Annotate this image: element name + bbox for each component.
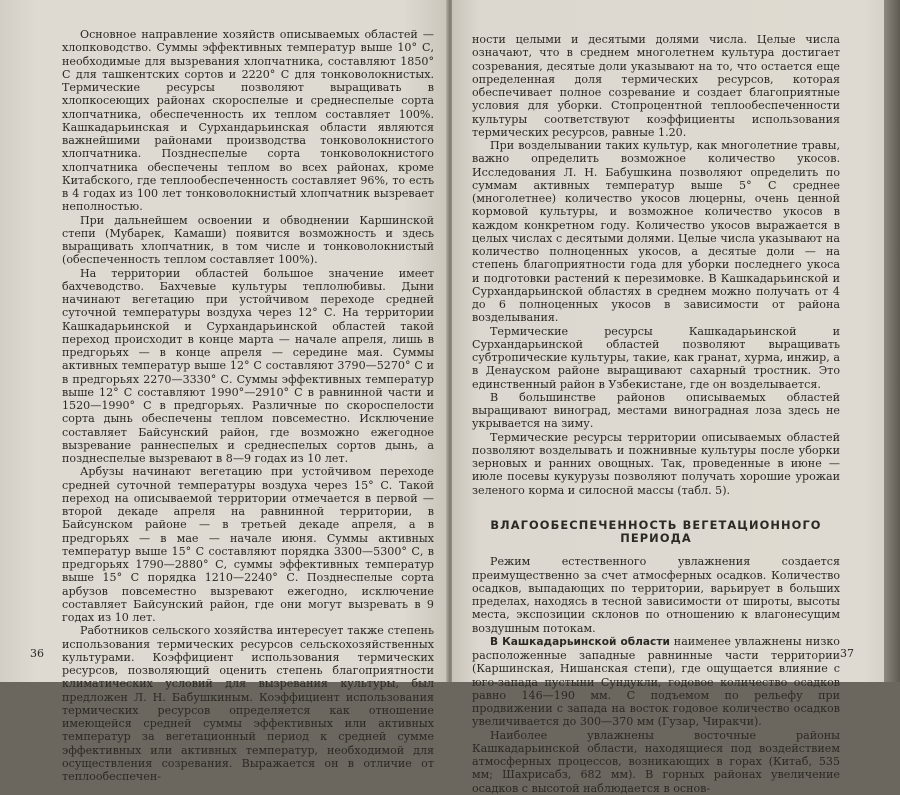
paragraph: При возделывании таких культур, как многолетние травы, важно определить возможное количество укосов. Исследования Л. Н. Бабушкина позволяют определить по суммам активных температур выше 5° С среднее (многолетнее) количество укосов люцерны, очень ценной кормовой культуры, и возможное количество укосов в каждом конкретном году. Количество укосов выражается в целых числах с десятыми долями. Целые числа указывают на количество полноценных укосов, а десятые доли — на степень благоприятности года для уборки последнего укоса и подготовки растений к перезимовке. В Кашкадарьинской и Сурхандарьинской областях в среднем можно получать от 4 до 6 полноценных укосов в зависимости от района возделывания. [472, 139, 840, 325]
paragraph: Режим естественного увлажнения создается преимущественно за счет атмосферных осадков. Количество осадков, выпадающих по территории, варьирует в больших пределах, находясь в тесной зависимости от широты, высоты места, экспозиции склонов по отношению к влагонесущим воздушным потокам. [472, 555, 840, 635]
left-page-text [62, 28, 434, 783]
right-page [452, 0, 900, 795]
paragraph: В большинстве районов описываемых областей выращивают виноград, местами виноградная лоза здесь не укрывается на зиму. [472, 390, 840, 431]
left-page [0, 0, 448, 783]
paragraph: Наиболее увлажнены восточные районы Кашкадарьинской области, находящиеся под воздействием атмосферных процессов, возникающих в горах (Китаб, 535 мм; Шахрисабз, 682 мм). В горных районах увеличение осадков с высотой наблюдается в основ- [472, 728, 840, 795]
book-edge [884, 0, 900, 682]
paragraph-with-bold-lead [472, 635, 840, 729]
page-number-right: 37 [840, 647, 854, 660]
page-number-left: 36 [30, 647, 44, 660]
section-title: ВЛАГООБЕСПЕЧЕННОСТЬ ВЕГЕТАЦИОННОГО ПЕРИОДА [490, 517, 822, 545]
right-page-text [472, 33, 840, 795]
paragraph-rest: наименее увлажнены низко расположенные западные равнинные части территории (Каршинская, Нишанская степи), где ощущается влияние с юго-запада пустыни Сундукли, годовое количество осадков равно 146—190 мм. С подъемом по рельефу при продвижении с запада на восток годовое количество осадков увеличивается до 300—370 мм (Гузар, Чиракчи). [472, 634, 840, 729]
paragraph: Термические ресурсы Кашкадарьинской и Сурхандарьинской областей позволяют выращивать субтропические культуры, такие, как гранат, хурма, инжир, а в Денауском районе выращивают сахарный тростник. Это единственный район в Узбекистане, где он возделывается. [472, 324, 840, 391]
paragraph: Основное направление хозяйств описываемых областей — хлопководство. Суммы эффективных температур выше 10° С, необходимые для вызревания хлопчатника, составляют 1850° С для ташкентских сортов и 2220° С для тонковолокнистых. Термические ресурсы позволяют выращивать в хлопкосеющих районах скороспелые и среднеспелые сорта хлопчатника, обеспеченность их теплом составляет 100%. Кашкадарьинская и Сурхандарьинская области являются важнейшими районами производства тонковолокнистого хлопчатника. Позднеспелые сорта тонковолокнистого хлопчатника обеспечены теплом во всех районах, кроме Китабского, где теплообеспеченность составляет 96%, то есть в 4 годах из 100 лет тонковолокнистый хлопчатник вызревает неполностью. [62, 28, 434, 214]
paragraph: При дальнейшем освоении и обводнении Каршинской степи (Мубарек, Камаши) появится возможность и здесь выращивать хлопчатник, в том числе и тонковолокнистый (обеспеченность теплом составляет 100%). [62, 213, 434, 267]
paragraph: Работников сельского хозяйства интересует также степень использования термических ресурсов сельскохозяйственных культурами. Коэффициент использования термических ресурсов, позволяющий оценить степень благоприятности климатических условий для вызревания культуры, был предложен Л. Н. Бабушкиным. Коэффициент использования термических ресурсов определяется как отношение имеющейся средней суммы эффективных или активных температур за вегетационный период к средней сумме эффективных или активных температур, необходимой для осуществления созревания. Выражается он в отличие от теплообеспечен- [62, 624, 434, 783]
paragraph: Арбузы начинают вегетацию при устойчивом переходе средней суточной температуры воздуха через 15° С. Такой переход на описываемой территории отмечается в первой — второй декаде апреля на равнинной территории, в Байсунском районе — в третьей декаде апреля, а в предгорьях — в мае — начале июня. Суммы активных температур выше 15° С составляют порядка 3300—5300° С, в предгорьях 1790—2880° С, суммы эффективных температур выше 15° С порядка 1210—2240° С. Позднеспелые сорта арбузов повсеместно вызревают ежегодно, исключение составляет Байсунский район, где они могут вызревать в 9 годах из 10 лет. [62, 465, 434, 624]
bold-lead: В Кашкадарьинской области [490, 635, 670, 648]
paragraph: На территории областей большое значение имеет бахчеводство. Бахчевые культуры теплолюбивы. Дыни начинают вегетацию при устойчивом переходе средней суточной температуры воздуха через 12° С. На территории Кашкадарьинской и Сурхандарьинской областей такой переход происходит в конце марта — начале апреля, лишь в предгорьях — в конце апреля — середине мая. Суммы активных температур выше 12° С составляют 3790—5270° С и в предгорьях 2270—3330° С. Суммы эффективных температур выше 12° С составляют 1990°—2910° С в равнинной части и 1520—1990° С в предгорьях. Различные по скороспелости сорта дынь обеспечены теплом повсеместно. Исключение составляет Байсунский район, где возможно ежегодное вызревание раннеспелых и среднеспелых сортов дынь, а позднеспелые вызревают в 8—9 годах из 10 лет. [62, 266, 434, 465]
paragraph: Термические ресурсы территории описываемых областей позволяют возделывать и пожнивные культуры после уборки зерновых и ранних овощных. Так, проведенные в июне — июле посевы кукурузы позволяют получать хорошие урожаи зеленого корма и силосной массы (табл. 5). [472, 430, 840, 497]
paragraph: ности целыми и десятыми долями числа. Целые числа означают, что в среднем многолетнем культура достигает созревания, десятые доли указывают на то, что остается еще определенная доля термических ресурсов, которая обеспечивает полное созревание и создает благоприятные условия для уборки. Стопроцентной теплообеспеченности культуры соответствуют коэффициенты использования термических ресурсов, равные 1.20. [472, 33, 840, 139]
